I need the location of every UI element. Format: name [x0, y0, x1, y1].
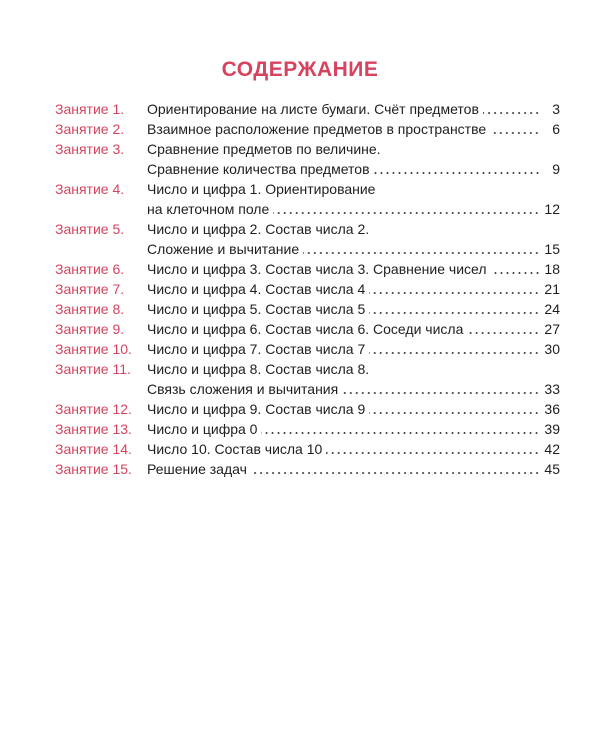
toc-entry-last-line: [147, 399, 560, 419]
toc-entry-title-line: Число и цифра 0: [147, 421, 258, 437]
toc-entry-body: [147, 219, 560, 259]
toc-entry-body: [147, 319, 560, 339]
dot-leader: [326, 452, 540, 454]
toc-entry-last-line: [147, 239, 560, 259]
dot-leader: [467, 332, 540, 334]
toc-entry[interactable]: [55, 219, 560, 259]
toc-entry-title-line: Ориентирование на листе бумаги. Счёт предметов: [147, 101, 479, 117]
toc-entry-label: Занятие 15.: [55, 461, 132, 477]
toc-entry-last-line: [147, 379, 560, 399]
toc-entry-title-line: Число и цифра 1. Ориентирование: [147, 181, 376, 197]
toc-entry-label: Занятие 7.: [55, 281, 125, 297]
toc-entry[interactable]: [55, 259, 560, 279]
toc-entry-title-line: Число и цифра 6. Состав числа 6. Соседи числа: [147, 321, 464, 337]
toc-entry-last-line: [147, 459, 560, 479]
toc-entry-last-line: [147, 439, 560, 459]
toc-entry-label: Занятие 8.: [55, 301, 125, 317]
page-title: СОДЕРЖАНИЕ: [221, 58, 379, 81]
toc-entry-label: Занятие 13.: [55, 421, 132, 437]
toc-entry-body: [147, 279, 560, 299]
toc-entry-label: Занятие 5.: [55, 221, 125, 237]
toc-entry-title-line: Число 10. Состав числа 10: [147, 441, 323, 457]
toc-entry-label: Занятие 2.: [55, 121, 125, 137]
toc-entry-body: [147, 299, 560, 319]
toc-entry-label: Занятие 6.: [55, 261, 125, 277]
toc-entry-label: Занятие 11.: [55, 361, 131, 377]
toc-page-number: 33: [544, 381, 560, 397]
toc-entry-body: [147, 459, 560, 479]
toc-page-number: 12: [544, 201, 560, 217]
dot-leader: [342, 392, 540, 394]
toc-entry-last-line: [147, 259, 560, 279]
toc-entry-title-line: Сравнение количества предметов: [147, 161, 370, 177]
toc-page-number: 27: [544, 321, 560, 337]
dot-leader: [303, 252, 540, 254]
toc-entry-body: [147, 119, 560, 139]
toc-page-number: 36: [544, 401, 560, 417]
toc-entry-label: Занятие 4.: [55, 181, 125, 197]
toc-entry[interactable]: [55, 139, 560, 179]
toc-page-number: 24: [544, 301, 560, 317]
toc-entry-title-line: Взаимное расположение предметов в пространстве: [147, 121, 487, 137]
toc-page-number: 9: [552, 161, 560, 177]
toc-entry-last-line: [147, 199, 560, 219]
toc-entry-body: [147, 419, 560, 439]
toc-entry[interactable]: [55, 319, 560, 339]
toc-entry-last-line: [147, 119, 560, 139]
toc-page-number: 21: [544, 281, 560, 297]
toc-entry-title-line: Число и цифра 8. Состав числа 8.: [147, 361, 370, 377]
toc-entry-label: Занятие 1.: [55, 101, 125, 117]
toc-entry-body: [147, 99, 560, 119]
toc-page-number: 39: [544, 421, 560, 437]
toc-page-number: 3: [552, 101, 560, 117]
toc-entry-title-line: Связь сложения и вычитания: [147, 381, 339, 397]
table-of-contents: [55, 99, 560, 479]
toc-entry-title-line: Число и цифра 2. Состав числа 2.: [147, 221, 370, 237]
toc-entry-body: [147, 399, 560, 419]
toc-entry-title-line: Число и цифра 3. Состав числа 3. Сравнение чисел: [147, 261, 487, 277]
toc-entry-title-line: Сравнение предметов по величине.: [147, 141, 381, 157]
toc-entry-title-line: Сложение и вычитание: [147, 241, 300, 257]
toc-entry[interactable]: [55, 459, 560, 479]
toc-entry-body: [147, 179, 560, 219]
toc-entry-label: Занятие 10.: [55, 341, 132, 357]
toc-entry-label: Занятие 3.: [55, 141, 125, 157]
toc-page-number: 30: [544, 341, 560, 357]
dot-leader: [369, 352, 540, 354]
dot-leader: [273, 212, 540, 214]
toc-entry-label: Занятие 9.: [55, 321, 125, 337]
toc-entry-last-line: [147, 319, 560, 339]
dot-leader: [251, 472, 540, 474]
toc-entry-body: [147, 359, 560, 399]
toc-entry[interactable]: [55, 99, 560, 119]
toc-entry-last-line: [147, 99, 560, 119]
toc-entry[interactable]: [55, 439, 560, 459]
toc-entry[interactable]: [55, 419, 560, 439]
dot-leader: [369, 292, 540, 294]
toc-entry-title-line: Число и цифра 4. Состав числа 4: [147, 281, 366, 297]
toc-entry-last-line: [147, 339, 560, 359]
toc-entry-title-line: Число и цифра 5. Состав числа 5: [147, 301, 366, 317]
dot-leader: [490, 132, 540, 134]
toc-entry-last-line: [147, 159, 560, 179]
toc-entry[interactable]: [55, 399, 560, 419]
toc-page-number: 18: [544, 261, 560, 277]
dot-leader: [374, 172, 540, 174]
toc-entry-title-line: Число и цифра 7. Состав числа 7: [147, 341, 366, 357]
dot-leader: [261, 432, 540, 434]
toc-page-number: 15: [544, 241, 560, 257]
toc-entry-last-line: [147, 419, 560, 439]
toc-entry[interactable]: [55, 279, 560, 299]
toc-entry-label: Занятие 12.: [55, 401, 132, 417]
toc-entry-body: [147, 139, 560, 179]
toc-entry[interactable]: [55, 359, 560, 399]
toc-entry-title-line: Число и цифра 9. Состав числа 9: [147, 401, 366, 417]
toc-entry[interactable]: [55, 179, 560, 219]
toc-entry-title-line: на клеточном поле: [147, 201, 270, 217]
dot-leader: [483, 112, 540, 114]
toc-page-number: 45: [544, 461, 560, 477]
toc-entry[interactable]: [55, 339, 560, 359]
toc-entry-title-line: Решение задач: [147, 461, 247, 477]
dot-leader: [369, 412, 540, 414]
toc-entry[interactable]: [55, 299, 560, 319]
toc-entry-body: [147, 259, 560, 279]
toc-entry-last-line: [147, 279, 560, 299]
toc-entry-label: Занятие 14.: [55, 441, 132, 457]
toc-page-number: 42: [544, 441, 560, 457]
toc-entry-body: [147, 439, 560, 459]
toc-page-number: 6: [552, 121, 560, 137]
dot-leader: [369, 312, 540, 314]
dot-leader: [491, 272, 540, 274]
toc-entry-last-line: [147, 299, 560, 319]
toc-entry-body: [147, 339, 560, 359]
toc-entry[interactable]: [55, 119, 560, 139]
